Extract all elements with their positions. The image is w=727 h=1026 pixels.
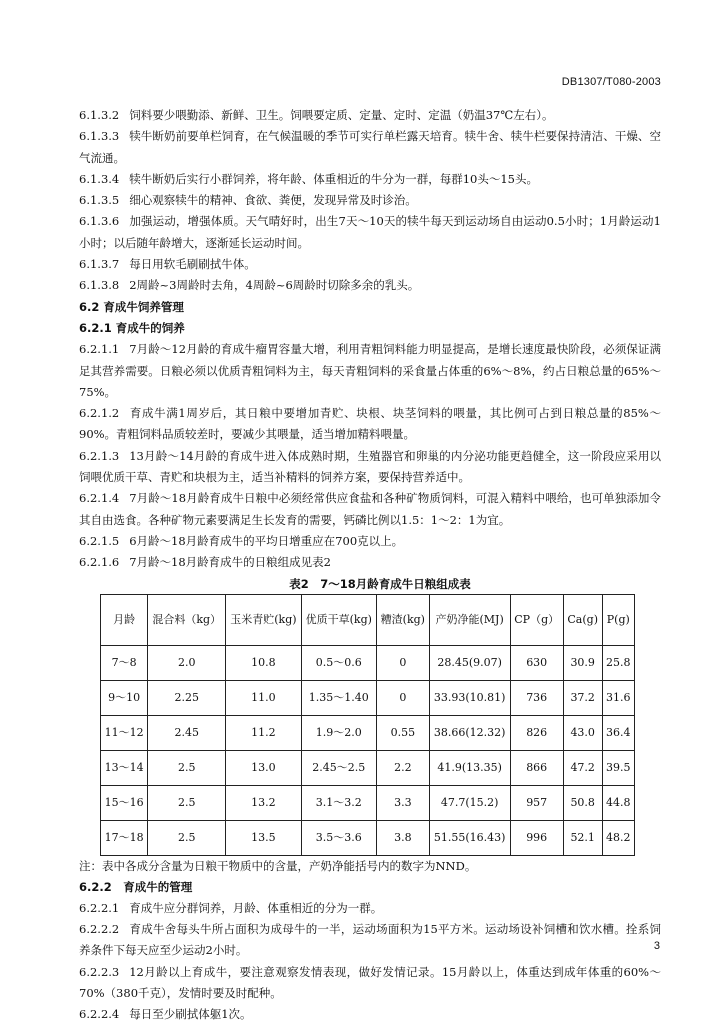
table-row	[101, 680, 635, 715]
table-cell: 17～18	[101, 820, 148, 855]
table-cell: 13.2	[226, 785, 301, 820]
table-cell: 2.2	[376, 750, 429, 785]
clause-number: 6.1.3.3	[79, 129, 120, 144]
table-cell: 2.5	[148, 750, 226, 785]
clause-text: 7月龄～12月龄的育成牛瘤胃容量大增，利用青粗饲料能力明显提高，是增长速度最快阶段，必须保证满足其营养需要。日粮必须以优质青粗饲料为主，每天青粗饲料的采食量占体重的6%～8%，约占日粮总量的65%～75%。	[79, 342, 661, 399]
clause-number: 6.2.1.6	[79, 555, 120, 570]
section-6-1-3	[79, 105, 661, 297]
table-cell: 33.93(10.81)	[429, 680, 510, 715]
clause-paragraph	[79, 488, 661, 531]
clause-text: 犊牛断奶前要单栏饲育，在气候温暖的季节可实行单栏露天培育。犊牛舍、犊牛栏要保持清洁、干燥、空气流通。	[79, 129, 661, 165]
clause-text: 7月龄～18月龄育成牛的日粮组成见表2	[129, 555, 331, 570]
page-number: 3	[653, 940, 660, 952]
table-cell: 31.6	[602, 680, 634, 715]
table-cell: 37.2	[563, 680, 602, 715]
clause-text: 2周龄~3周龄时去角，4周龄~6周龄时切除多余的乳头。	[129, 278, 420, 293]
clause-text: 7月龄～18月龄育成牛日粮中必须经常供应食盐和各种矿物质饲料，可混入精料中喂给，也可单独添加令其自由选食。各种矿物元素要满足生长发育的需要，钙磷比例以1.5：1～2：1为宜。	[79, 491, 661, 527]
document-body	[79, 105, 661, 1026]
clause-text: 6月龄～18月龄育成牛的平均日增重应在700克以上。	[129, 533, 404, 548]
clause-number: 6.2.2.1	[79, 900, 120, 915]
clause-number: 6.2.1.3	[79, 448, 120, 463]
table-header-row	[101, 594, 635, 645]
table-cell: 2.45	[148, 715, 226, 750]
table-cell: 41.9(13.35)	[429, 750, 510, 785]
table-cell: 3.3	[376, 785, 429, 820]
table-cell: 996	[510, 820, 563, 855]
column-header: 优质干草(kg)	[301, 594, 376, 645]
table-cell: 957	[510, 785, 563, 820]
clause-paragraph	[79, 552, 661, 573]
table-cell: 30.9	[563, 645, 602, 680]
table-cell: 13.5	[226, 820, 301, 855]
section-6-2-2	[79, 898, 661, 1026]
clause-number: 6.2.2.2	[79, 922, 120, 937]
clause-text: 12月龄以上育成牛，要注意观察发情表现，做好发情记录。15月龄以上，体重达到成年体重的60%～70%（380千克），发情时要及时配种。	[79, 964, 661, 1001]
table-cell: 2.5	[148, 785, 226, 820]
clause-number: 6.1.3.8	[79, 278, 120, 293]
table-cell: 9～10	[101, 680, 148, 715]
table-cell: 48.2	[602, 820, 634, 855]
table-cell: 3.8	[376, 820, 429, 855]
table-cell: 10.8	[226, 645, 301, 680]
clause-number: 6.1.3.2	[79, 108, 120, 122]
table-cell: 51.55(16.43)	[429, 820, 510, 855]
clause-text: 犊牛断奶后实行小群饲养，将年龄、体重相近的牛分为一群，每群10头～15头。	[129, 171, 538, 186]
column-header: CP（g）	[510, 594, 563, 645]
table-cell: 13.0	[226, 750, 301, 785]
clause-paragraph	[79, 531, 661, 552]
clause-text: 每日至少刷拭体躯1次。	[129, 1007, 252, 1022]
clause-number: 6.2.2.3	[79, 964, 120, 979]
table-note: 注：表中各成分含量为日粮干物质中的含量，产奶净能括号内的数字为NND。	[79, 858, 477, 873]
table-cell: 0	[376, 645, 429, 680]
table-cell: 11.2	[226, 715, 301, 750]
table-row	[101, 645, 635, 680]
table-cell: 39.5	[602, 750, 634, 785]
column-header: 混合料（kg）	[148, 594, 226, 645]
clause-number: 6.1.3.7	[79, 257, 120, 272]
table-cell: 52.1	[563, 820, 602, 855]
table-cell: 2.45～2.5	[301, 750, 376, 785]
table-cell: 11～12	[101, 715, 148, 750]
table-cell: 11.0	[226, 680, 301, 715]
table-cell: 50.8	[563, 785, 602, 820]
table-body	[101, 645, 635, 855]
table-row	[101, 820, 635, 855]
column-header: 糟渣(kg)	[376, 594, 429, 645]
clause-text: 细心观察犊牛的精神、食欲、粪便，发现异常及时诊治。	[129, 193, 417, 208]
table-cell: 3.5～3.6	[301, 820, 376, 855]
table-cell: 0	[376, 680, 429, 715]
clause-paragraph	[79, 962, 661, 1005]
clause-text: 饲料要少喂勤添、新鲜、卫生。饲喂要定质、定量、定时、定温（奶温37℃左右）。	[129, 108, 554, 122]
clause-paragraph	[79, 126, 661, 169]
section-6-2-1	[79, 339, 661, 573]
clause-paragraph	[79, 275, 661, 296]
table-row	[101, 750, 635, 785]
table-row	[101, 785, 635, 820]
table-cell: 2.0	[148, 645, 226, 680]
table-row	[101, 715, 635, 750]
table-cell: 28.45(9.07)	[429, 645, 510, 680]
table-cell: 1.9～2.0	[301, 715, 376, 750]
heading-6-2-2: 6.2.2 育成牛的管理	[79, 879, 193, 894]
table-cell: 2.25	[148, 680, 226, 715]
column-header: P(g)	[602, 594, 634, 645]
table-cell: 38.66(12.32)	[429, 715, 510, 750]
clause-number: 6.2.1.4	[79, 491, 120, 506]
table-cell: 736	[510, 680, 563, 715]
table-cell: 36.4	[602, 715, 634, 750]
column-header: Ca(g)	[563, 594, 602, 645]
column-header: 月龄	[101, 594, 148, 645]
table-cell: 866	[510, 750, 563, 785]
clause-number: 6.2.1.1	[79, 342, 120, 357]
clause-paragraph	[79, 919, 661, 962]
table-cell: 47.7(15.2)	[429, 785, 510, 820]
column-header: 产奶净能(MJ)	[429, 594, 510, 645]
table-cell: 3.1～3.2	[301, 785, 376, 820]
clause-text: 育成牛满1周岁后，其日粮中要增加青贮、块根、块茎饲料的喂量，其比例可占到日粮总量的85%～90%。青粗饲料品质较差时，要减少其喂量，适当增加精料喂量。	[79, 406, 661, 442]
clause-paragraph	[79, 339, 661, 403]
clause-paragraph	[79, 1004, 661, 1025]
table-caption: 表2 7～18月龄育成牛日粮组成表	[289, 576, 471, 591]
clause-paragraph	[79, 211, 661, 254]
clause-paragraph	[79, 446, 661, 489]
clause-text: 每日用软毛刷刷拭牛体。	[129, 257, 256, 272]
clause-paragraph	[79, 403, 661, 446]
table-cell: 43.0	[563, 715, 602, 750]
table-cell: 7～8	[101, 645, 148, 680]
clause-number: 6.2.2.4	[79, 1007, 120, 1022]
clause-paragraph	[79, 105, 661, 126]
clause-number: 6.2.1.2	[79, 406, 120, 421]
clause-paragraph	[79, 190, 661, 211]
table-cell: 13～14	[101, 750, 148, 785]
column-header: 玉米青贮(kg)	[226, 594, 301, 645]
table-cell: 15～16	[101, 785, 148, 820]
clause-paragraph	[79, 169, 661, 190]
table-cell: 630	[510, 645, 563, 680]
ration-table	[100, 594, 635, 856]
heading-6-2: 6.2 育成牛饲养管理	[79, 299, 184, 314]
table-cell: 2.5	[148, 820, 226, 855]
document-code-header: DB1307/T080-2003	[561, 76, 661, 88]
table-cell: 1.35～1.40	[301, 680, 376, 715]
clause-number: 6.1.3.5	[79, 193, 120, 208]
table-cell: 47.2	[563, 750, 602, 785]
clause-paragraph	[79, 898, 661, 919]
clause-text: 育成牛舍每头牛所占面积为成母牛的一半，运动场面积为15平方米。运动场设补饲槽和饮水槽。拴系饲养条件下每天应至少运动2小时。	[79, 922, 661, 958]
table-cell: 25.8	[602, 645, 634, 680]
clause-number: 6.1.3.4	[79, 171, 120, 186]
table-cell: 0.5～0.6	[301, 645, 376, 680]
clause-number: 6.2.1.5	[79, 533, 120, 548]
table-cell: 826	[510, 715, 563, 750]
table-cell: 44.8	[602, 785, 634, 820]
table-cell: 0.55	[376, 715, 429, 750]
heading-6-2-1: 6.2.1 育成牛的饲养	[79, 320, 185, 335]
clause-text: 加强运动，增强体质。天气晴好时，出生7天～10天的犊牛每天到运动场自由运动0.5小时；1月龄运动1小时；以后随年龄增大，逐渐延长运动时间。	[79, 214, 661, 250]
clause-text: 13月龄～14月龄的育成牛进入体成熟时期，生殖器官和卵巢的内分泌功能更趋健全，这一阶段应采用以饲喂优质干草、青贮和块根为主，适当补精料的饲养方案，要保持营养适中。	[79, 448, 661, 485]
clause-paragraph	[79, 254, 661, 275]
clause-text: 育成牛应分群饲养，月龄、体重相近的分为一群。	[129, 900, 383, 915]
clause-number: 6.1.3.6	[79, 214, 120, 229]
